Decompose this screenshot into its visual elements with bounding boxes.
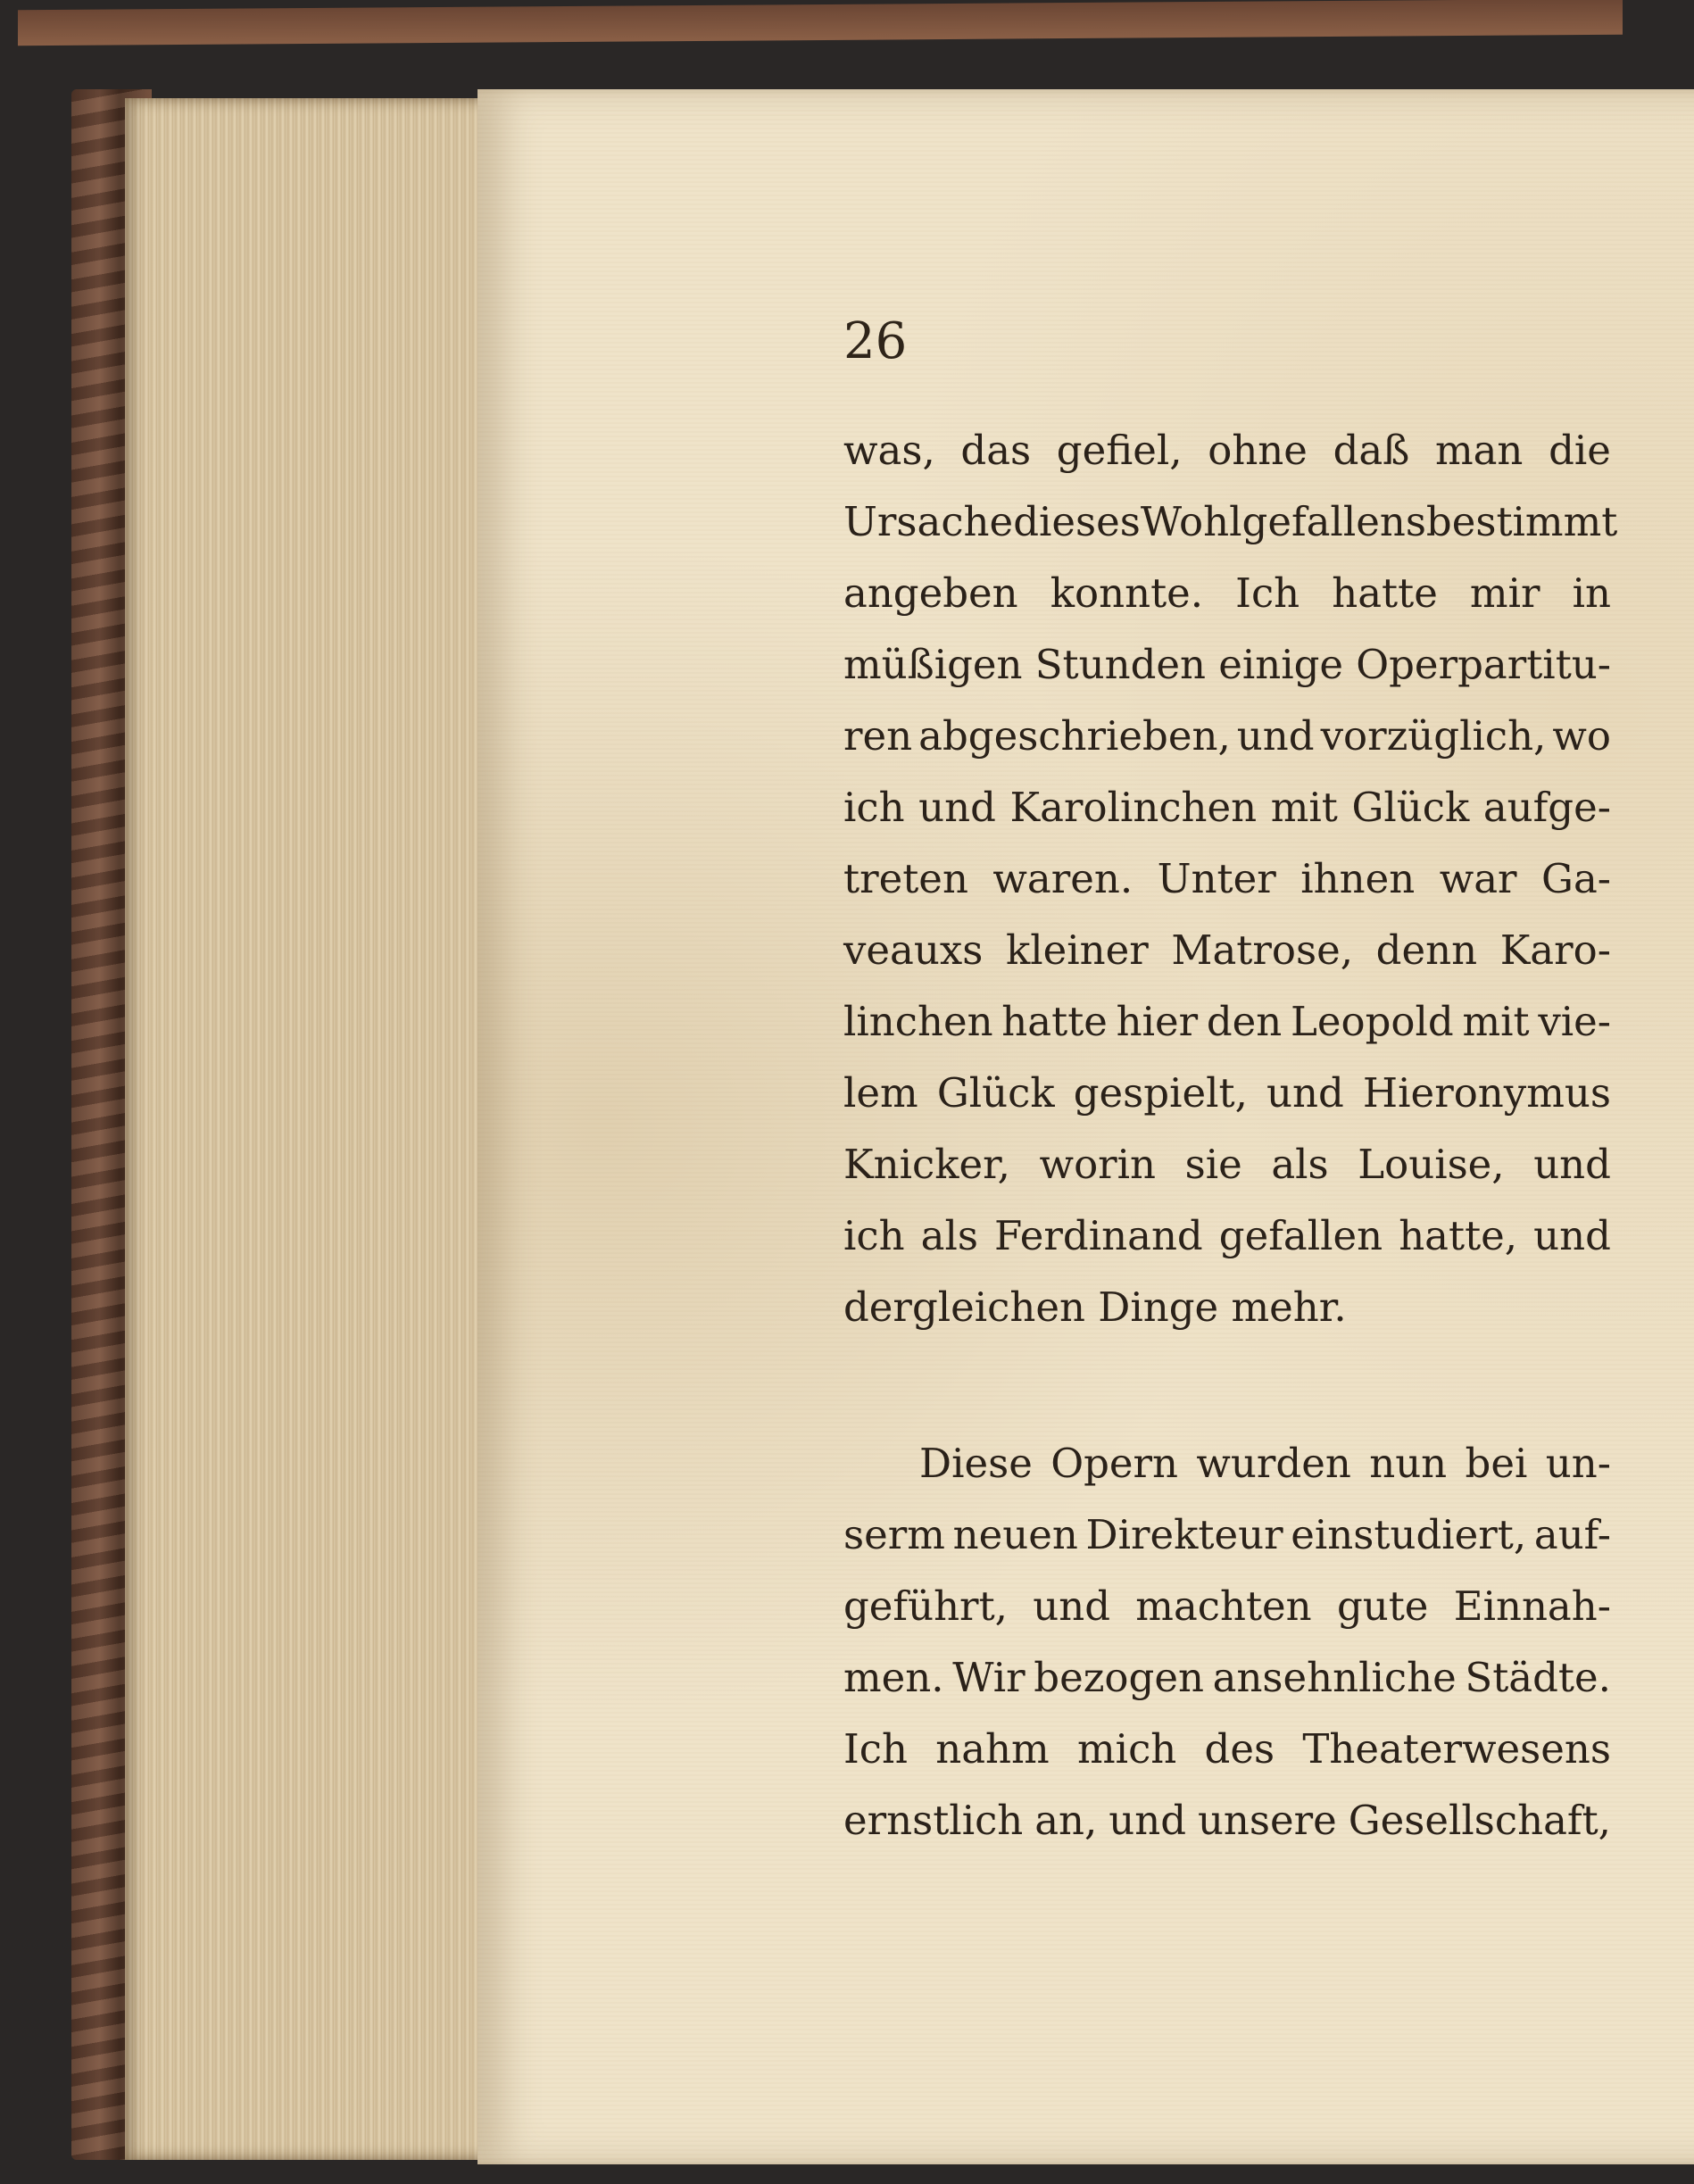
text-line <box>843 629 1611 701</box>
text-line: dergleichen Dinge mehr. <box>843 1283 1347 1331</box>
word: einige <box>1218 641 1344 688</box>
word: Leopold <box>1291 998 1454 1045</box>
word: des <box>1204 1725 1275 1773</box>
text-line <box>843 1428 1611 1499</box>
text-line <box>843 1200 1611 1272</box>
word: geführt, <box>843 1582 1008 1630</box>
word: und <box>1236 712 1315 760</box>
open-book <box>71 62 1694 2184</box>
word: hatte <box>1001 998 1108 1045</box>
word: kleiner <box>1005 926 1149 974</box>
text-line <box>843 1058 1611 1129</box>
word: Operpartitu- <box>1356 641 1611 688</box>
word: Karolinchen <box>1009 784 1258 831</box>
word: men. <box>843 1654 944 1701</box>
text-line <box>843 701 1611 772</box>
word: mich <box>1077 1725 1177 1773</box>
text-line <box>843 915 1611 986</box>
word: daß <box>1333 427 1410 474</box>
word: ich <box>843 1212 905 1259</box>
word: sie <box>1184 1141 1242 1188</box>
word: ren <box>843 712 913 760</box>
word: auf- <box>1533 1511 1611 1558</box>
word: ich <box>843 784 905 831</box>
word: abgeschrieben, <box>918 712 1231 760</box>
word: gespielt, <box>1073 1069 1248 1117</box>
word: mit <box>1462 998 1530 1045</box>
book-page <box>477 89 1694 2164</box>
word: einstudiert, <box>1291 1511 1527 1558</box>
word: und <box>918 784 996 831</box>
word: bei <box>1465 1440 1528 1487</box>
word: Glück <box>1351 784 1470 831</box>
word: Karo- <box>1499 926 1611 974</box>
text-line <box>843 1714 1611 1785</box>
paragraph-1 <box>843 415 1618 1343</box>
word: Matrose, <box>1171 926 1354 974</box>
text-line <box>843 1642 1611 1714</box>
word: ihnen <box>1300 855 1416 902</box>
paragraph-gap <box>843 1343 1611 1428</box>
word: wurden <box>1196 1440 1351 1487</box>
word: worin <box>1039 1141 1157 1188</box>
word: als <box>1271 1141 1329 1188</box>
word: Opern <box>1050 1440 1179 1487</box>
word: Ich <box>1235 569 1300 617</box>
word: Unter <box>1157 855 1276 902</box>
text-line <box>843 1129 1611 1200</box>
text-line <box>843 415 1611 486</box>
text-line <box>843 986 1611 1058</box>
word: und <box>1533 1141 1611 1188</box>
word: Hieronymus <box>1362 1069 1611 1117</box>
word: dieses <box>1013 498 1141 545</box>
word: gute <box>1336 1582 1429 1630</box>
word: als <box>920 1212 978 1259</box>
word: Stunden <box>1034 641 1207 688</box>
word: hatte <box>1332 569 1438 617</box>
word: Glück <box>936 1069 1055 1117</box>
word: Gesellschaft, <box>1348 1797 1611 1844</box>
word: mit <box>1270 784 1338 831</box>
word: mir <box>1469 569 1540 617</box>
text-line <box>843 1785 1611 1856</box>
word: veauxs <box>843 926 984 974</box>
word: Einnah- <box>1453 1582 1611 1630</box>
word: un- <box>1545 1440 1611 1487</box>
word: war <box>1439 855 1517 902</box>
word: gefallen <box>1218 1212 1383 1259</box>
word: Ursache <box>843 498 1014 545</box>
word: und <box>1033 1582 1111 1630</box>
word: serm <box>843 1511 945 1558</box>
paragraph-2 <box>843 1428 1611 1856</box>
word: Wir <box>952 1654 1026 1701</box>
word: Knicker, <box>843 1141 1010 1188</box>
word: vie- <box>1538 998 1611 1045</box>
word: wo <box>1552 712 1611 760</box>
word: nun <box>1369 1440 1448 1487</box>
word: treten <box>843 855 968 902</box>
word: bezogen <box>1034 1654 1204 1701</box>
word: Direkteur <box>1085 1511 1283 1558</box>
word: hier <box>1116 998 1199 1045</box>
word: unsere <box>1197 1797 1337 1844</box>
word: Theaterwesens <box>1302 1725 1611 1773</box>
word: bestimmt <box>1425 498 1618 545</box>
word: ernstlich <box>843 1797 1024 1844</box>
word: den <box>1206 998 1283 1045</box>
word: hatte, <box>1399 1212 1518 1259</box>
text-line <box>843 558 1611 629</box>
word: an, <box>1034 1797 1098 1844</box>
word: vorzüglich, <box>1320 712 1547 760</box>
page-number: 26 <box>843 312 908 370</box>
text-line <box>843 1571 1611 1642</box>
text-line <box>843 1499 1611 1571</box>
word: nahm <box>935 1725 1050 1773</box>
word: was, <box>843 427 935 474</box>
word: müßigen <box>843 641 1023 688</box>
word: Städte. <box>1465 1654 1611 1701</box>
word: in <box>1572 569 1611 617</box>
word: neuen <box>952 1511 1078 1558</box>
text-line <box>843 486 1618 558</box>
word: und <box>1266 1069 1344 1117</box>
word: das <box>960 427 1032 474</box>
word: und <box>1533 1212 1611 1259</box>
word: aufge- <box>1482 784 1611 831</box>
word: linchen <box>843 998 993 1045</box>
word: lem <box>843 1069 918 1117</box>
text-block <box>843 415 1618 1856</box>
word: die <box>1549 427 1611 474</box>
word: Diese <box>919 1440 1033 1487</box>
book-top-cover <box>18 0 1623 46</box>
word: und <box>1109 1797 1187 1844</box>
text-line <box>843 843 1611 915</box>
word: Ga- <box>1541 855 1611 902</box>
word: denn <box>1375 926 1478 974</box>
word: ohne <box>1208 427 1308 474</box>
word: man <box>1434 427 1524 474</box>
word: angeben <box>843 569 1018 617</box>
text-line <box>843 772 1611 843</box>
word: ansehnliche <box>1212 1654 1457 1701</box>
word: Louise, <box>1358 1141 1505 1188</box>
word: waren. <box>992 855 1133 902</box>
word: Ich <box>843 1725 908 1773</box>
word: Wohlgefallens <box>1140 498 1426 545</box>
word: konnte. <box>1050 569 1204 617</box>
word: Ferdinand <box>994 1212 1203 1259</box>
word: machten <box>1135 1582 1312 1630</box>
word: gefiel, <box>1056 427 1183 474</box>
